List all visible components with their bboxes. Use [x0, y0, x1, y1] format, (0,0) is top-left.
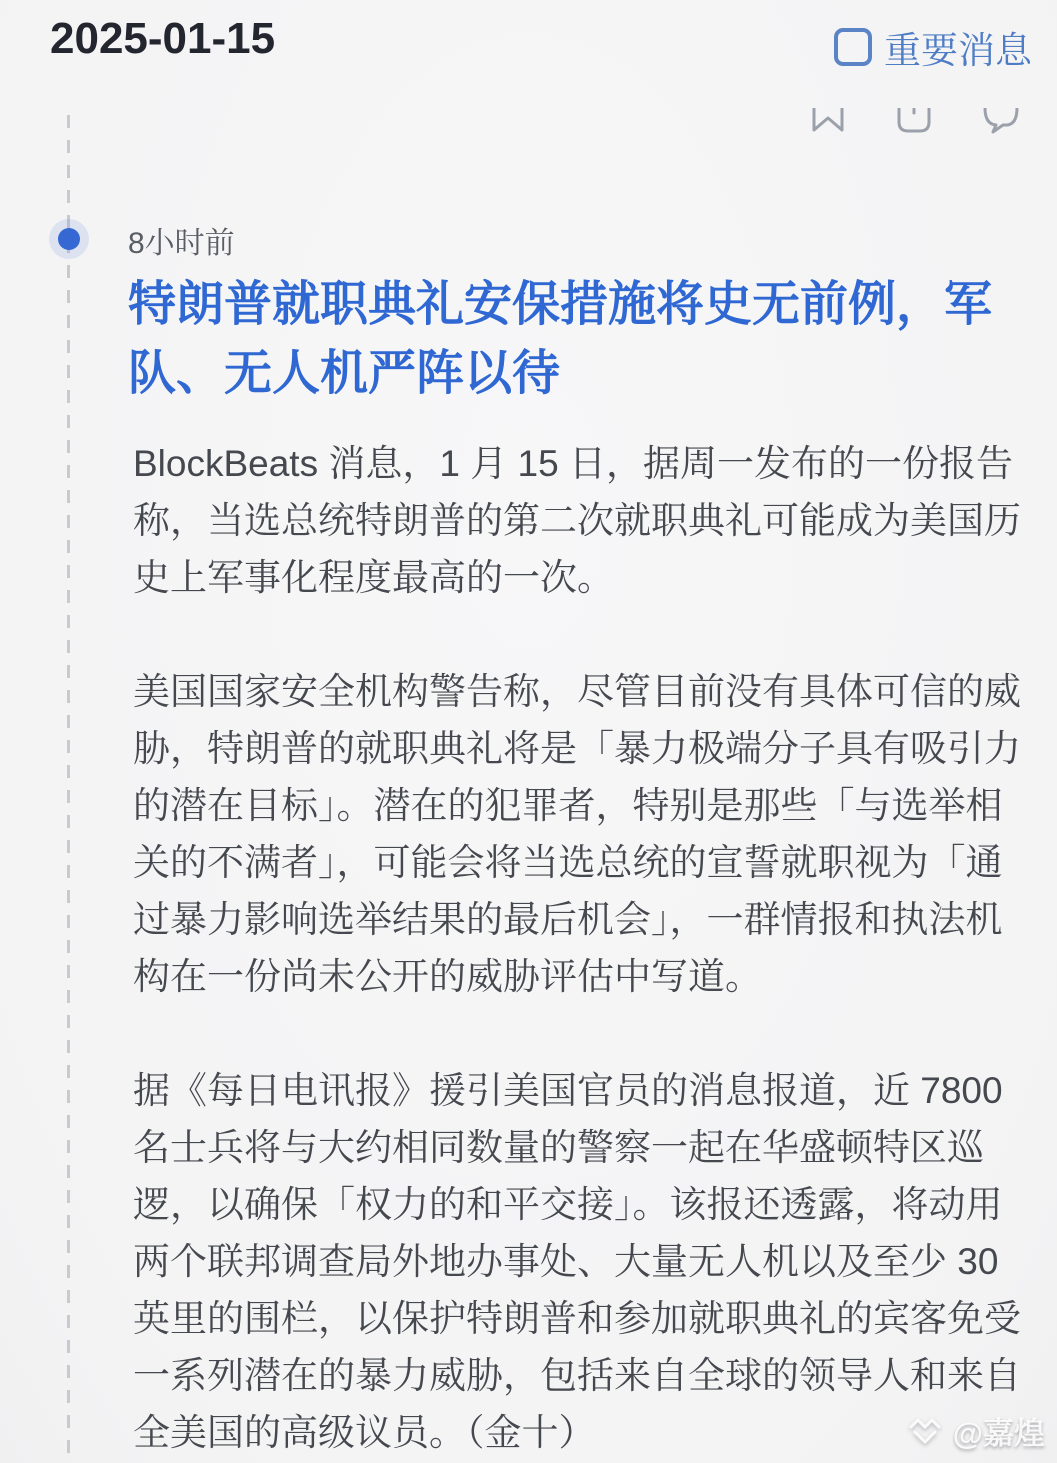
news-title[interactable]	[128, 270, 992, 408]
news-body-line: 胁，特朗普的就职典礼将是「暴力极端分子具有吸引力	[133, 728, 1021, 769]
news-body-line: 英里的围栏，以保护特朗普和参加就职典礼的宾客免受	[133, 1298, 1021, 1339]
news-body-line: 的潜在目标」。潜在的犯罪者，特别是那些「与选举相	[133, 785, 1003, 826]
timeline-dot	[58, 228, 80, 250]
news-paragraph	[133, 435, 1021, 606]
news-timestamp: 8小时前	[128, 227, 235, 260]
news-body-line: 两个联邦调查局外地办事处、大量无人机以及至少 30	[133, 1241, 999, 1282]
news-body-line: 过暴力影响选举结果的最后机会」，一群情报和执法机	[133, 899, 1003, 940]
news-paragraph	[133, 663, 1021, 1005]
important-news-label[interactable]: 重要消息	[884, 30, 1032, 71]
news-body-line: 名士兵将与大约相同数量的警察一起在华盛顿特区巡	[133, 1127, 984, 1168]
share-icon[interactable]	[896, 108, 932, 134]
watermark-handle: @嘉煌	[952, 1416, 1045, 1451]
action-icons-row	[0, 108, 1057, 136]
news-body-line: 逻，以确保「权力的和平交接」。该报还透露，将动用	[133, 1184, 1003, 1225]
comment-icon[interactable]	[982, 108, 1020, 134]
news-paragraph	[133, 1062, 1021, 1461]
news-body-line: 关的不满者」，可能会将当选总统的宣誓就职视为「通	[133, 842, 1003, 883]
news-title-line: 特朗普就职典礼安保措施将史无前例，军	[128, 278, 993, 331]
news-body-line: 全美国的高级议员。（金十）	[133, 1412, 596, 1453]
news-body-line: 称，当选总统特朗普的第二次就职典礼可能成为美国历	[133, 500, 1021, 541]
important-news-filter[interactable]	[834, 20, 1032, 74]
news-body-line: 美国国家安全机构警告称，尽管目前没有具体可信的威	[133, 671, 1021, 712]
timeline-line	[67, 115, 70, 1463]
news-body-line: 一系列潜在的暴力威胁，包括来自全球的领导人和来自	[133, 1355, 1021, 1396]
important-news-checkbox[interactable]	[834, 28, 872, 66]
watermark-logo-icon	[905, 1414, 945, 1448]
news-body	[133, 435, 1021, 1463]
news-body-line: 史上军事化程度最高的一次。	[133, 557, 614, 598]
news-body-line: BlockBeats 消息，1 月 15 日，据周一发布的一份报告	[133, 443, 1013, 484]
watermark	[905, 1408, 1045, 1453]
news-title-line: 队、无人机严阵以待	[128, 347, 561, 400]
news-body-line: 构在一份尚未公开的威胁评估中写道。	[133, 956, 762, 997]
news-body-line: 据《每日电讯报》援引美国官员的消息报道，近 7800	[133, 1070, 1003, 1111]
bookmark-icon[interactable]	[810, 108, 846, 134]
date-heading: 2025-01-15	[50, 14, 276, 63]
